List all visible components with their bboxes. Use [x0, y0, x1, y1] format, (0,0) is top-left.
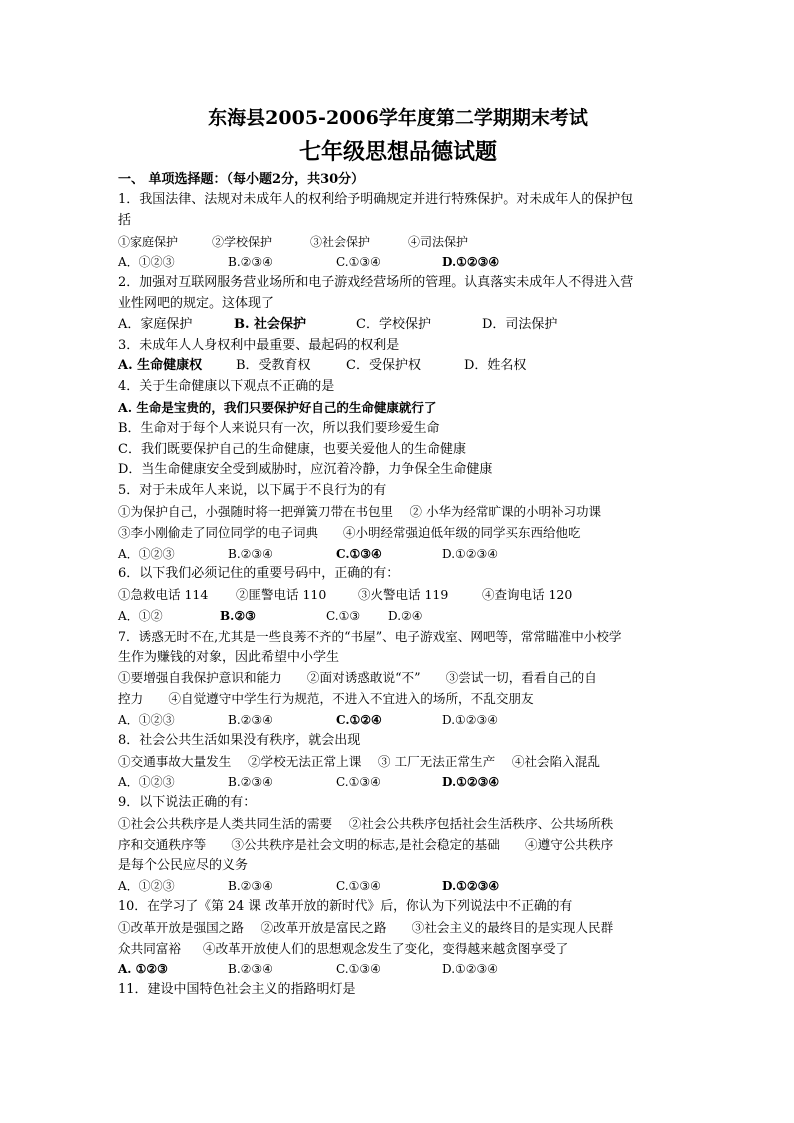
- question-8-options: [118, 772, 678, 793]
- option-c: C.①③④: [336, 962, 381, 977]
- option-a: A．①②③: [118, 775, 175, 790]
- option-d: D.②④: [388, 608, 423, 623]
- question-9-stem: 9．以下说法正确的有：: [118, 795, 257, 811]
- question-7-item-line: ①要增强自我保护意识和能力 ②面对诱惑敢说“不” ③尝试一切，看看自己的自: [118, 670, 597, 686]
- question-7-stem: 7．诱惑无时不在,尤其是一些良莠不齐的“书屋”、电子游戏室、网吧等，常常瞄准中小校学: [118, 628, 622, 644]
- q1-item: ①家庭保护: [118, 234, 179, 249]
- option-a: A．①②: [118, 608, 163, 623]
- exam-page: [118, 104, 678, 1001]
- question-5-item-line: ①为保护自己，小强随时将一把弹簧刀带在书包里 ② 小华为经常旷课的小明补习功课: [118, 503, 601, 519]
- section-heading: 一、 单项选择题：（每小题2分，共30分）: [118, 172, 365, 187]
- option-b: B.②③④: [228, 962, 273, 977]
- option-d: D.①②③④: [442, 775, 500, 790]
- question-5-stem: 5．对于未成年人来说，以下属于不良行为的有: [118, 483, 387, 499]
- question-10-options: [118, 959, 678, 980]
- option-c: C.①③④: [336, 546, 382, 561]
- question-7-options: [118, 710, 678, 731]
- option-a: A．①②③: [118, 546, 175, 561]
- question-9-item-line: 序和交通秩序等 ③公共秩序是社会文明的标志,是社会稳定的基础 ④遵守公共秩序: [118, 836, 614, 852]
- question-3-stem: 3．未成年人人身权利中最重要、最起码的权利是: [118, 337, 400, 353]
- question-6-options: [118, 606, 678, 627]
- option-a: A. ①②③: [118, 962, 168, 977]
- q6-item: ①急救电话 114: [118, 587, 209, 603]
- option-d: D.①②③④: [442, 712, 499, 727]
- question-6-stem: 6．以下我们必须记住的重要号码中，正确的有：: [118, 566, 400, 582]
- q1-item: ②学校保护: [212, 234, 273, 249]
- option-d: D.①②③④: [442, 546, 499, 561]
- question-5-item-line: ③李小刚偷走了同位同学的电子词典 ④小明经常强迫低年级的同学买东西给他吃: [118, 524, 581, 540]
- option-b: B.②③④: [228, 775, 273, 790]
- option-d: D．司法保护: [482, 316, 558, 332]
- question-2-options: [118, 315, 678, 336]
- option-c: C.①③④: [336, 775, 381, 790]
- question-1-stem: 1．我国法律、法规对未成年人的权利给予明确规定并进行特殊保护。对未成年人的保护包: [118, 192, 634, 207]
- option-b: B．受教育权: [236, 358, 311, 374]
- option-d: D．姓名权: [464, 358, 527, 374]
- option-d: D.①②③④: [442, 879, 500, 894]
- exam-title: 东海县2005-2006学年度第二学期期末考试: [208, 107, 588, 129]
- question-1-stem-cont: 括: [118, 212, 132, 228]
- option-a: A．①②③: [118, 879, 175, 894]
- q6-item: ③火警电话 119: [358, 587, 449, 603]
- q1-item: ③社会保护: [310, 234, 371, 249]
- option-c: C.①③④: [336, 255, 381, 270]
- option-b: B.②③④: [228, 712, 273, 727]
- option-b: B. 社会保护: [234, 316, 307, 332]
- option-c: C.①②④: [336, 712, 382, 727]
- question-5-options: [118, 544, 678, 565]
- question-1-options: [118, 252, 678, 273]
- question-10-stem: 10．在学习了《第 24 课 改革开放的新时代》后，你认为下列说法中不正确的有: [118, 899, 573, 915]
- q6-item: ②匪警电话 110: [236, 587, 327, 603]
- q10-item-3-cont: 众共同富裕: [118, 940, 181, 956]
- question-1-items: [118, 232, 678, 253]
- option-b: B.②③④: [228, 879, 273, 894]
- question-9-item-line: ①社会公共秩序是人类共同生活的需要 ②社会公共秩序包括社会生活秩序、公共场所秩: [118, 815, 614, 831]
- question-10-item-line: [118, 939, 678, 960]
- q1-item: ④司法保护: [408, 234, 469, 249]
- question-4-stem: 4．关于生命健康以下观点不正确的是: [118, 379, 335, 395]
- question-10-item-line: ①改革开放是强国之路 ②改革开放是富民之路 ③社会主义的最终目的是实现人民群: [118, 919, 614, 935]
- option-a: A．①②③: [118, 255, 175, 270]
- option-b: B.②③④: [228, 546, 273, 561]
- question-3-options: [118, 356, 678, 377]
- option-a: A．家庭保护: [118, 316, 193, 332]
- question-6-items: [118, 585, 678, 606]
- question-8-item-line: ①交通事故大量发生 ②学校无法正常上课 ③ 工厂无法正常生产 ④社会陷入混乱: [118, 753, 600, 769]
- question-7-stem-cont: 生作为赚钱的对象，因此希望中小学生: [118, 649, 340, 665]
- question-9-options: [118, 876, 678, 897]
- option-a: A. 生命是宝贵的，我们只要保护好自己的生命健康就行了: [118, 399, 437, 415]
- option-b: B．生命对于每个人来说只有一次，所以我们要珍爱生命: [118, 420, 440, 436]
- option-c: C．学校保护: [356, 316, 431, 332]
- question-9-item-line: 是每个公民应尽的义务: [118, 857, 249, 873]
- option-d: D.①②③④: [442, 962, 499, 977]
- option-c: C.①③④: [336, 879, 381, 894]
- option-b: B.②③④: [228, 255, 273, 270]
- option-d: D.①②③④: [442, 255, 500, 270]
- exam-subtitle: 七年级思想品德试题: [298, 139, 497, 165]
- question-8-stem: 8．社会公共生活如果没有秩序，就会出现: [118, 732, 361, 748]
- question-2-stem-cont: 业性网吧的规定。这体现了: [118, 295, 275, 311]
- question-7-item-line: 控力 ④自觉遵守中学生行为规范，不进入不宜进入的场所，不乱交朋友: [118, 691, 534, 707]
- option-a: A．①②③: [118, 712, 175, 727]
- q6-item: ④查询电话 120: [482, 587, 573, 603]
- option-c: C.①③: [326, 608, 361, 623]
- option-d: D．当生命健康安全受到威胁时，应沉着冷静，力争保全生命健康: [118, 462, 493, 478]
- option-c: C．我们既要保护自己的生命健康，也要关爱他人的生命健康: [118, 441, 466, 457]
- question-2-stem: 2．加强对互联网服务营业场所和电子游戏经营场所的管理。认真落实未成年人不得进入营: [118, 275, 634, 291]
- option-c: C．受保护权: [346, 358, 421, 374]
- question-11-stem: 11．建设中国特色社会主义的指路明灯是: [118, 982, 356, 998]
- option-a: A. 生命健康权: [118, 358, 203, 374]
- q10-item-4: ④改革开放使人们的思想观念发生了变化，变得越来越贪图享受了: [202, 940, 569, 956]
- option-b: B.②③: [220, 608, 256, 623]
